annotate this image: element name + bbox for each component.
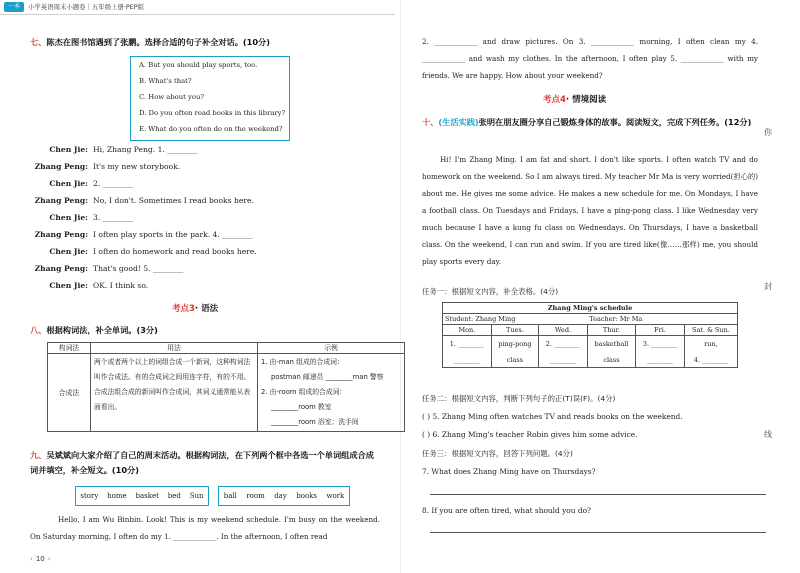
schedule-cell[interactable]: ________ bbox=[636, 352, 685, 368]
word: home bbox=[107, 491, 127, 500]
line-text: Hi, Zhang Peng. 1. ________ bbox=[93, 145, 198, 154]
speaker: Zhang Peng: bbox=[34, 230, 88, 239]
section9-passage-cont: 2. ____________ and draw pictures. On 3. ____________ morning, I often clean my 4. ____________ and wash my clothes. In the afternoon, I often play 5. ____________ with my friends. We are happy. How about your weekend? bbox=[422, 37, 758, 80]
col-method: 构词法 bbox=[48, 343, 91, 354]
word: room bbox=[246, 491, 265, 500]
schedule-cell: class bbox=[491, 352, 538, 368]
story-passage: Hi! I'm Zhang Ming. I am fat and short. I don't like sports. I often watch TV and do homework on the weekend. So I am always tired. My teacher Mr Ma is very worried(担心的) about me. He gives me some advice. He makes a new schedule for me. On Mondays, I have a football class. On Tuesdays and Fridays, I have a ping-pong class. I like Wednesday very much because I have a kung fu class on Wednesdays. On Thursdays, I have a basketball class. On the weekend, I can run and swim. If you are tired like(像……那样) me, you should play sports every day. bbox=[422, 155, 758, 266]
example-cell bbox=[258, 354, 405, 432]
schedule-cell: ping-pong bbox=[491, 336, 538, 352]
speaker: Zhang Peng: bbox=[34, 264, 88, 273]
option-c: C. How about you? bbox=[139, 93, 204, 101]
dialogue-line bbox=[0, 281, 300, 293]
speaker: Chen Jie: bbox=[49, 247, 88, 256]
section8-text: 根据构词法，补全单词。(3分) bbox=[46, 325, 158, 335]
line-text: That's good! 5. ________ bbox=[93, 264, 184, 273]
dialogue-line bbox=[0, 179, 300, 191]
schedule-title: Zhang Ming's schedule bbox=[443, 303, 738, 314]
section8-title bbox=[30, 325, 158, 335]
section10-tag: (生活实践) bbox=[438, 117, 479, 127]
brand-badge: 一本 bbox=[4, 2, 24, 12]
schedule-cell: class bbox=[587, 352, 635, 368]
section9-number: 九、 bbox=[30, 450, 47, 460]
section10-text: 张明在朋友圈分享自己锻炼身体的故事。阅读短文，完成下列任务。(12分) bbox=[478, 117, 752, 127]
section9-title bbox=[30, 448, 380, 478]
word-formation-table bbox=[47, 342, 405, 432]
word: basket bbox=[135, 491, 159, 500]
dialogue-line bbox=[0, 196, 300, 208]
day-header: Sat. & Sun. bbox=[684, 325, 737, 336]
section7-title bbox=[30, 37, 270, 47]
line-text: It's my new storybook. bbox=[93, 162, 181, 171]
option-d: D. Do you often read books in this library? bbox=[139, 109, 286, 117]
word: story bbox=[80, 491, 99, 500]
section7-text: 陈杰在图书馆遇到了张鹏。选择合适的句子补全对话。(10分) bbox=[46, 37, 270, 47]
schedule-cell[interactable]: ________ bbox=[539, 352, 588, 368]
schedule-cell[interactable]: 2. ________ bbox=[539, 336, 588, 352]
binding-mark: 封 bbox=[764, 282, 772, 291]
dialogue-line bbox=[0, 213, 300, 225]
day-header: Fri. bbox=[636, 325, 685, 336]
dialogue-line bbox=[0, 264, 300, 276]
example-line: ________room 教室 bbox=[271, 403, 332, 412]
speaker: Zhang Peng: bbox=[34, 196, 88, 205]
method-cell: 合成法 bbox=[48, 354, 91, 432]
dialogue-line bbox=[0, 230, 300, 242]
word: work bbox=[326, 491, 345, 500]
section10-number: 十、 bbox=[422, 117, 439, 127]
dialogue-line bbox=[0, 162, 300, 174]
day-header: Mon. bbox=[443, 325, 492, 336]
schedule-teacher: Teacher: Mr Ma bbox=[587, 314, 737, 325]
schedule-cell[interactable]: 1. ________ bbox=[443, 336, 492, 352]
word: Sun bbox=[189, 491, 204, 500]
section9-text: 吴斌斌向大家介绍了自己的周末活动。根据构词法，在下列两个框中各选一个单词组成合成词并填空，补全短文。(10分) bbox=[30, 450, 374, 475]
day-header: Tues. bbox=[491, 325, 538, 336]
task3: 任务三：根据短文内容，回答下列问题。(4分) bbox=[422, 449, 573, 458]
page-footer: ‹ 10 › bbox=[30, 555, 51, 563]
answer-line-8[interactable] bbox=[430, 532, 766, 533]
schedule-cell: run, bbox=[684, 336, 737, 352]
binding-mark: 你 bbox=[764, 128, 772, 137]
schedule-cell[interactable]: 4. ________ bbox=[684, 352, 737, 368]
word-box-2 bbox=[218, 486, 350, 506]
section8-number: 八、 bbox=[30, 325, 47, 335]
line-text: 3. ________ bbox=[93, 213, 134, 222]
line-text: I often do homework and read books here. bbox=[93, 247, 257, 256]
schedule-cell[interactable]: 3. ________ bbox=[636, 336, 685, 352]
question-8: 8. If you are often tired, what should you do? bbox=[422, 506, 592, 515]
topic4-heading bbox=[543, 95, 606, 106]
task1: 任务一：根据短文内容，补全表格。(4分) bbox=[422, 287, 559, 296]
answer-line-7[interactable] bbox=[430, 494, 766, 495]
speaker: Chen Jie: bbox=[49, 281, 88, 290]
page-number: 10 bbox=[35, 555, 45, 563]
example-line: postman 邮递员 ________man 警察 bbox=[271, 373, 384, 382]
question-7: 7. What does Zhang Ming have on Thursdays? bbox=[422, 467, 596, 476]
topic3-heading bbox=[172, 304, 218, 315]
word: ball bbox=[223, 491, 237, 500]
speaker: Chen Jie: bbox=[49, 145, 88, 154]
section10-title bbox=[422, 115, 758, 130]
binding-mark: 线 bbox=[764, 430, 772, 439]
topic3-name: · 语法 bbox=[194, 304, 219, 314]
line-text: OK. I think so. bbox=[93, 281, 149, 290]
option-a: A. But you should play sports, too. bbox=[139, 61, 258, 69]
topic4-name: · 情境阅读 bbox=[565, 95, 607, 105]
day-header: Thur. bbox=[587, 325, 635, 336]
word: bed bbox=[167, 491, 181, 500]
task2: 任务二：根据短文内容，判断下列句子的正(T)误(F)。(4分) bbox=[422, 394, 616, 403]
example-line: 2. 由-room 组成的合成词： bbox=[261, 388, 347, 397]
options-box bbox=[130, 56, 290, 141]
col-example: 示例 bbox=[258, 343, 405, 354]
tf-question-5[interactable]: ( ) 5. Zhang Ming often watches TV and reads books on the weekend. bbox=[422, 412, 683, 421]
word-box-1 bbox=[75, 486, 209, 506]
header-title: 小学英语周末小题卷｜五年级上册·PEP版 bbox=[28, 3, 145, 11]
option-e: E. What do you often do on the weekend? bbox=[139, 125, 283, 133]
topic3-label: 考点3 bbox=[172, 304, 195, 314]
schedule-student: Student: Zhang Ming bbox=[443, 314, 588, 325]
line-text: I often play sports in the park. 4. ________ bbox=[93, 230, 253, 239]
section9-passage: Hello, I am Wu Binbin. Look! This is my weekend schedule. I'm busy on the weekend. On Saturday morning, I often do my 1. ____________. In the afternoon, I often read bbox=[30, 515, 380, 541]
line-text: No, I don't. Sometimes I read books here. bbox=[93, 196, 254, 205]
option-b: B. What's that? bbox=[139, 77, 192, 85]
col-usage: 用法 bbox=[91, 343, 258, 354]
example-line: 1. 由-man 组成的合成词： bbox=[261, 358, 344, 367]
section7-number: 七、 bbox=[30, 37, 47, 47]
schedule-cell[interactable]: ________ bbox=[443, 352, 492, 368]
usage-cell: 两个或者两个以上的词组合成一个新词，这种构词法叫作合成法。有的合成词之间用连字符，有的不用。合成法组合成的新词叫作合成词，其词义通常能从表面看出。 bbox=[91, 354, 258, 432]
word: day bbox=[274, 491, 287, 500]
word: books bbox=[296, 491, 317, 500]
dialogue-line bbox=[0, 247, 300, 259]
speaker: Zhang Peng: bbox=[34, 162, 88, 171]
example-line: ________room 浴室；洗手间 bbox=[271, 418, 359, 427]
page-header bbox=[0, 0, 400, 14]
line-text: 2. ________ bbox=[93, 179, 134, 188]
speaker: Chen Jie: bbox=[49, 213, 88, 222]
dialogue-line bbox=[0, 145, 300, 157]
schedule-table bbox=[442, 302, 738, 368]
page-divider bbox=[400, 0, 401, 573]
speaker: Chen Jie: bbox=[49, 179, 88, 188]
topic4-label: 考点4 bbox=[543, 95, 566, 105]
header-divider bbox=[0, 14, 395, 15]
schedule-cell: basketball bbox=[587, 336, 635, 352]
day-header: Wed. bbox=[539, 325, 588, 336]
tf-question-6[interactable]: ( ) 6. Zhang Ming's teacher Robin gives him some advice. bbox=[422, 430, 638, 439]
